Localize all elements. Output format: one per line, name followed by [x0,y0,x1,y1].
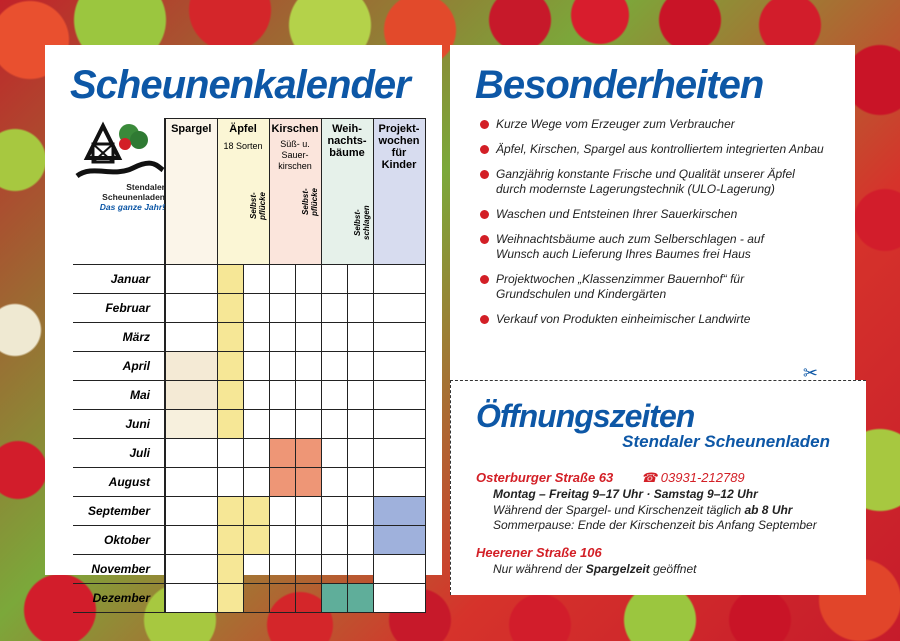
loc2-text-b: Spargelzeit [585,562,650,576]
cell-kirschen [269,381,295,410]
cell-aepfel-self [243,555,269,584]
cell-aepfel [217,439,243,468]
col-spargel-label: Spargel [171,123,212,135]
cell-spargel [165,381,217,410]
cell-baeume [321,584,347,613]
feature-item: Äpfel, Kirschen, Spargel aus kontrolliertem integrierten Anbau [480,142,850,157]
cell-baeume [321,526,347,555]
month-row [73,468,425,497]
cell-aepfel [217,468,243,497]
cell-kirschen-self [295,323,321,352]
cell-kirschen [269,584,295,613]
cell-aepfel [217,526,243,555]
cell-aepfel-self [243,497,269,526]
cell-kirschen-self [295,265,321,294]
cell-aepfel-self [243,468,269,497]
cell-spargel [165,439,217,468]
stallbaum-logo [73,118,165,218]
cell-baeume-self [347,323,373,352]
month-label: Juni [73,410,165,439]
cell-projekt [373,526,425,555]
cell-kirschen-self [295,468,321,497]
cell-aepfel-self [243,584,269,613]
cell-spargel [165,468,217,497]
cell-baeume [321,323,347,352]
cell-aepfel-self [243,265,269,294]
col-kirschen-label: Kirschen [271,123,319,135]
loc2-text-a: Nur während der [493,562,586,576]
scissors-icon: ✂ [802,363,818,383]
cell-kirschen [269,294,295,323]
cell-baeume-self [347,381,373,410]
month-row [73,410,425,439]
cell-spargel [165,265,217,294]
cell-spargel [165,526,217,555]
month-row [73,555,425,584]
cell-kirschen [269,526,295,555]
barn-tree-icon [73,118,165,182]
feature-item: Weihnachtsbäume auch zum Selberschlagen - auf Wunsch auch Lieferung Ihres Baumes frei Haus [480,232,780,262]
cell-baeume [321,497,347,526]
aepfel-self-label: Selbst-pflücke [248,192,267,221]
cell-aepfel [217,584,243,613]
hours-panel [450,363,866,595]
feature-item: Waschen und Entsteinen Ihrer Sauerkirschen [480,207,850,222]
cell-spargel [165,584,217,613]
cell-baeume [321,294,347,323]
month-label: August [73,468,165,497]
location1-address: Osterburger Straße 63 [476,470,614,485]
cell-kirschen [269,439,295,468]
col-aepfel-sub: 18 Sorten [223,141,263,151]
feature-item: Projektwochen „Klassenzimmer Bauernhof“ für Grundschulen und Kindergärten [480,272,780,302]
cell-baeume-self [347,352,373,381]
month-row [73,381,425,410]
month-label: September [73,497,165,526]
cell-kirschen-self [295,526,321,555]
cell-aepfel [217,410,243,439]
location2-address: Heerener Straße 106 [476,545,602,560]
cell-projekt [373,265,425,294]
cell-kirschen [269,410,295,439]
cell-kirschen [269,468,295,497]
baeume-self-label: Selbst-schlagen [352,205,371,241]
cell-aepfel-self [243,439,269,468]
logo-line1: Stendaler [126,182,165,192]
cell-projekt [373,555,425,584]
col-kirschen [269,119,321,265]
features-list [480,117,850,337]
cell-aepfel [217,294,243,323]
calendar-title: Scheunenkalender [70,63,410,107]
cell-baeume [321,352,347,381]
month-row [73,323,425,352]
cell-kirschen [269,352,295,381]
cell-baeume-self [347,555,373,584]
location1-phone: ☎ 03931-212789 [641,470,745,485]
month-label: Dezember [73,584,165,613]
cell-baeume-self [347,439,373,468]
cell-baeume-self [347,468,373,497]
cell-kirschen-self [295,439,321,468]
features-title: Besonderheiten [475,63,764,107]
cell-spargel [165,410,217,439]
month-label: Mai [73,381,165,410]
cell-aepfel-self [243,294,269,323]
cell-baeume [321,410,347,439]
cell-aepfel [217,555,243,584]
location1-season-hours [493,503,792,517]
cell-spargel [165,352,217,381]
month-row [73,497,425,526]
cell-aepfel-self [243,526,269,555]
col-projekt [373,119,425,265]
season-hours-text: Während der Spargel- und Kirschenzeit täglich [493,503,745,517]
month-row [73,584,425,613]
cell-spargel [165,323,217,352]
feature-item: Ganzjährig konstante Frische und Qualität unserer Äpfel durch modernste Lagerungstechnik (ULO-Lagerung) [480,167,810,197]
cell-aepfel [217,497,243,526]
cell-kirschen-self [295,410,321,439]
cell-kirschen [269,265,295,294]
col-projekt-label: Projekt-wochen für Kinder [378,123,420,171]
month-label: Februar [73,294,165,323]
col-kirschen-sub: Süß- u. Sauer-kirschen [278,139,312,171]
logo-line2: Scheunenladen [102,192,165,202]
month-label: Oktober [73,526,165,555]
cell-kirschen-self [295,381,321,410]
month-row [73,526,425,555]
cell-baeume-self [347,497,373,526]
month-label: März [73,323,165,352]
cell-aepfel [217,352,243,381]
features-panel [450,45,855,383]
cell-baeume-self [347,526,373,555]
cell-aepfel [217,381,243,410]
cell-kirschen-self [295,555,321,584]
cell-projekt [373,294,425,323]
cell-projekt [373,497,425,526]
col-aepfel [217,119,269,265]
loc2-text-c: geöffnet [649,562,697,576]
cell-baeume [321,381,347,410]
month-row [73,294,425,323]
cell-aepfel-self [243,323,269,352]
location1-summer-break: Sommerpause: Ende der Kirschenzeit bis Anfang September [493,518,817,532]
month-label: Juli [73,439,165,468]
col-spargel [165,119,217,265]
cell-kirschen-self [295,497,321,526]
season-hours-time: ab 8 Uhr [744,503,793,517]
cell-kirschen [269,555,295,584]
hours-subtitle: Stendaler Scheunenladen [622,432,830,451]
location2-hours [493,562,696,576]
month-row [73,439,425,468]
cell-baeume-self [347,294,373,323]
location1-hours: Montag – Freitag 9–17 Uhr · Samstag 9–12 Uhr [493,487,758,501]
cell-projekt [373,381,425,410]
feature-item: Kurze Wege vom Erzeuger zum Verbraucher [480,117,850,132]
cell-projekt [373,352,425,381]
logo-tagline: Das ganze Jahr! [99,202,165,212]
cell-aepfel-self [243,381,269,410]
col-baeume-label: Weih-nachts-bäume [327,123,367,159]
cell-baeume-self [347,410,373,439]
cell-spargel [165,294,217,323]
cell-kirschen [269,497,295,526]
month-row [73,352,425,381]
cell-projekt [373,468,425,497]
month-label: Januar [73,265,165,294]
cell-projekt [373,439,425,468]
cell-spargel [165,497,217,526]
feature-item: Verkauf von Produkten einheimischer Landwirte [480,312,850,327]
cell-projekt [373,323,425,352]
cell-baeume-self [347,584,373,613]
cell-spargel [165,555,217,584]
cell-baeume [321,439,347,468]
col-baeume [321,119,373,265]
cell-kirschen-self [295,352,321,381]
cell-baeume [321,555,347,584]
logo-text [73,182,165,202]
month-row [73,265,425,294]
cell-baeume-self [347,265,373,294]
cell-projekt [373,584,425,613]
col-aepfel-label: Äpfel [229,123,257,135]
cell-kirschen [269,323,295,352]
cell-baeume [321,265,347,294]
cell-projekt [373,410,425,439]
calendar-body [73,265,425,613]
cell-aepfel-self [243,352,269,381]
cell-kirschen-self [295,584,321,613]
cell-baeume [321,468,347,497]
calendar-panel [45,45,442,605]
kirschen-self-label: Selbst-pflücke [300,188,319,217]
hours-title: Öffnungszeiten [476,398,695,434]
cell-aepfel-self [243,410,269,439]
month-label: November [73,555,165,584]
month-label: April [73,352,165,381]
cell-aepfel [217,323,243,352]
cell-aepfel [217,265,243,294]
cell-kirschen-self [295,294,321,323]
